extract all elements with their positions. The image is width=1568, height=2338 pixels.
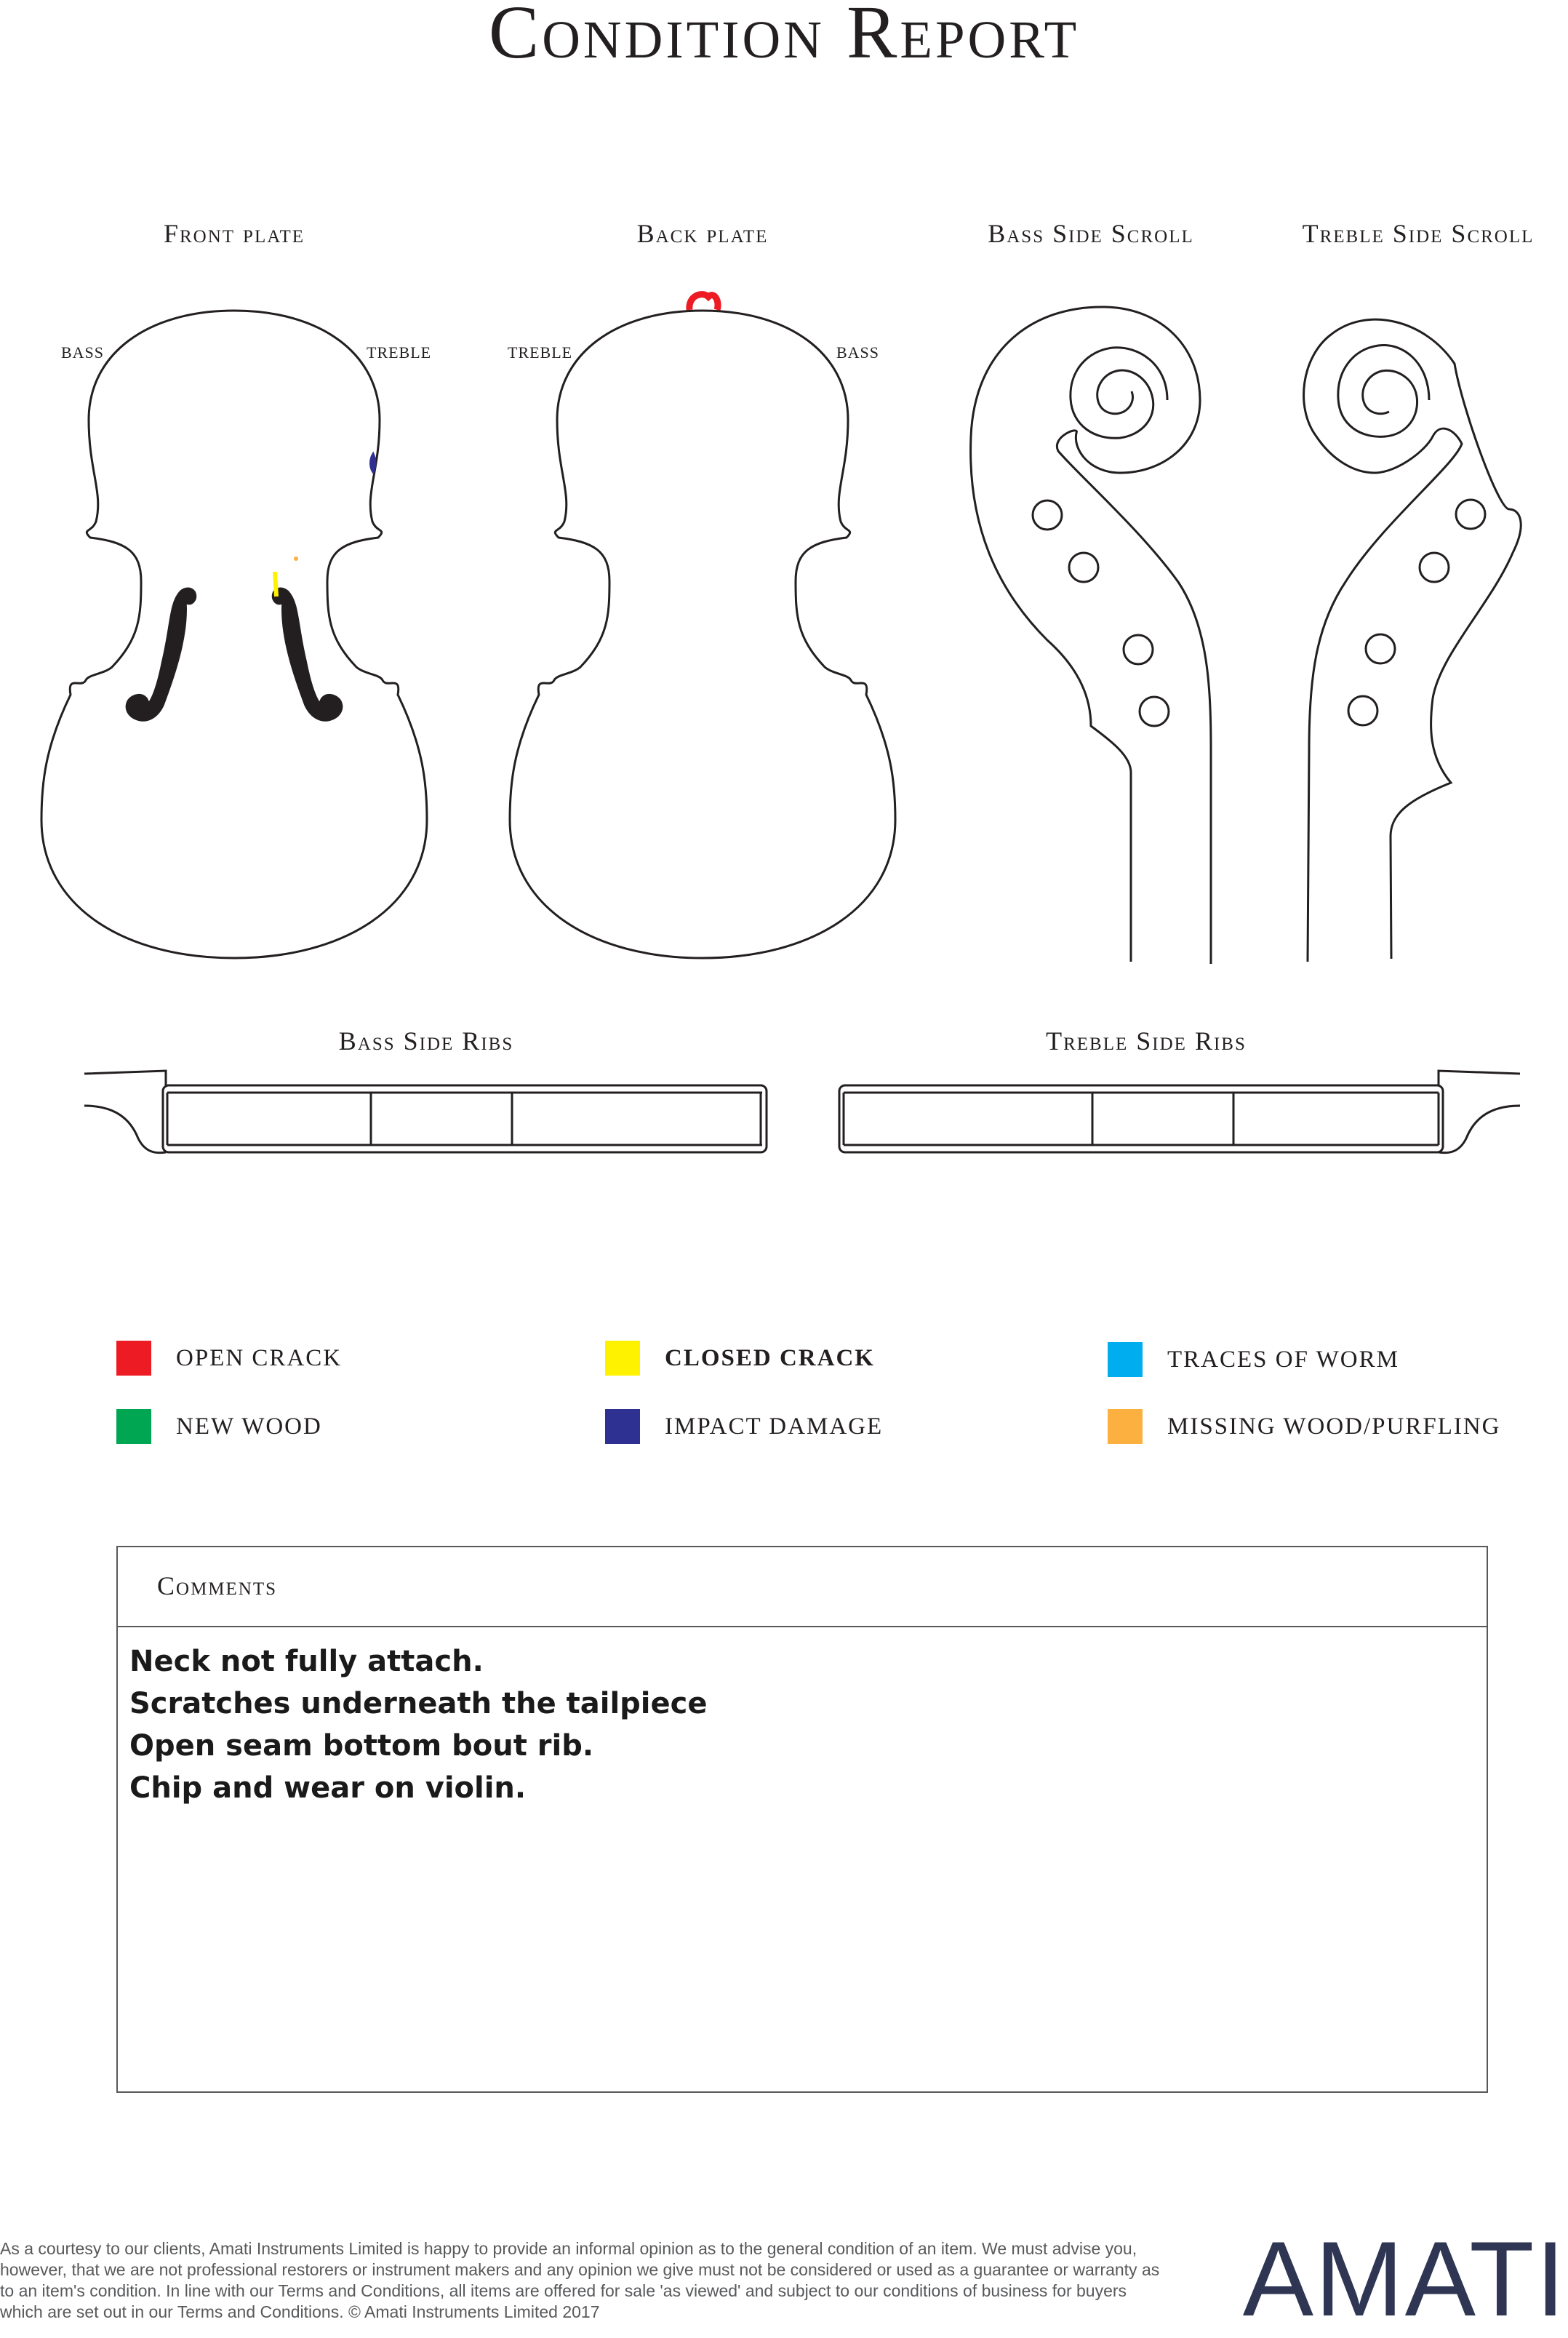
comments-box <box>116 1546 1488 2093</box>
comment-line: Chip and wear on violin. <box>129 1771 527 1805</box>
legend-label-closed-crack: CLOSED CRACK <box>665 1344 875 1371</box>
comment-line: Neck not fully attach. <box>129 1645 484 1678</box>
damage-marks <box>275 295 718 597</box>
legend-impact-damage <box>605 1409 883 1444</box>
front-plate-label: Front plate <box>163 219 305 248</box>
legend-swatch-open-crack <box>116 1341 151 1376</box>
front-plate-outline <box>41 311 427 958</box>
legend-label-traces-of-worm: TRACES OF WORM <box>1167 1346 1399 1373</box>
legend-traces-of-worm <box>1108 1342 1399 1377</box>
page-title: Condition Report <box>488 0 1080 74</box>
back-bass-label: BASS <box>836 343 880 362</box>
comments-heading: Comments <box>118 1547 1487 1627</box>
back-plate-label: Back plate <box>636 219 769 248</box>
legend-swatch-closed-crack <box>605 1341 640 1376</box>
legend-swatch-traces-of-worm <box>1108 1342 1143 1377</box>
bass-side-scroll-label: Bass Side Scroll <box>988 219 1194 248</box>
legend-closed-crack <box>605 1341 875 1376</box>
treble-scroll-outline <box>1304 319 1521 962</box>
bass-ribs-outline <box>84 1071 767 1153</box>
legend-label-open-crack: OPEN CRACK <box>176 1344 343 1371</box>
legend-open-crack <box>116 1341 342 1376</box>
legend-label-new-wood: NEW WOOD <box>176 1413 322 1440</box>
back-treble-label: TREBLE <box>508 343 573 362</box>
treble-side-ribs-label: Treble Side Ribs <box>1046 1026 1247 1056</box>
comment-line: Scratches underneath the tailpiece <box>129 1687 708 1720</box>
comments-body <box>118 1627 1487 1809</box>
legend-label-impact-damage: IMPACT DAMAGE <box>665 1413 884 1440</box>
legend-label-missing-wood: MISSING WOOD/PURFLING <box>1167 1413 1501 1440</box>
comment-line: Open seam bottom bout rib. <box>129 1729 594 1763</box>
bass-side-ribs-label: Bass Side Ribs <box>338 1026 514 1056</box>
bass-scroll-outline <box>971 307 1211 964</box>
front-bass-label: BASS <box>61 343 105 362</box>
amati-logo: AMATI <box>1242 2219 1567 2338</box>
treble-side-scroll-label: Treble Side Scroll <box>1302 219 1535 248</box>
legend-new-wood <box>116 1409 322 1444</box>
disclaimer-text: As a courtesy to our clients, Amati Instruments Limited is happy to provide an informal opinion as to the general condition of an item. We must advise you, however, that we are not professional restorers or instrument makers and any opinion we give must not be considered or used as a guarantee or warranty as to an item's condition. In line with our Terms and Conditions, all items are offered for sale 'as viewed' and subject to our conditions of business for buyers which are set out in our Terms and Conditions. © Amati Instruments Limited 2017 <box>0 2239 1160 2321</box>
back-plate-outline <box>510 311 895 958</box>
f-holes <box>129 590 340 718</box>
legend-swatch-impact-damage <box>605 1409 640 1444</box>
treble-ribs-outline <box>839 1071 1520 1153</box>
front-treble-label: TREBLE <box>367 343 432 362</box>
legend-swatch-missing-wood <box>1108 1409 1143 1444</box>
legend-swatch-new-wood <box>116 1409 151 1444</box>
legend-missing-wood <box>1108 1409 1501 1444</box>
